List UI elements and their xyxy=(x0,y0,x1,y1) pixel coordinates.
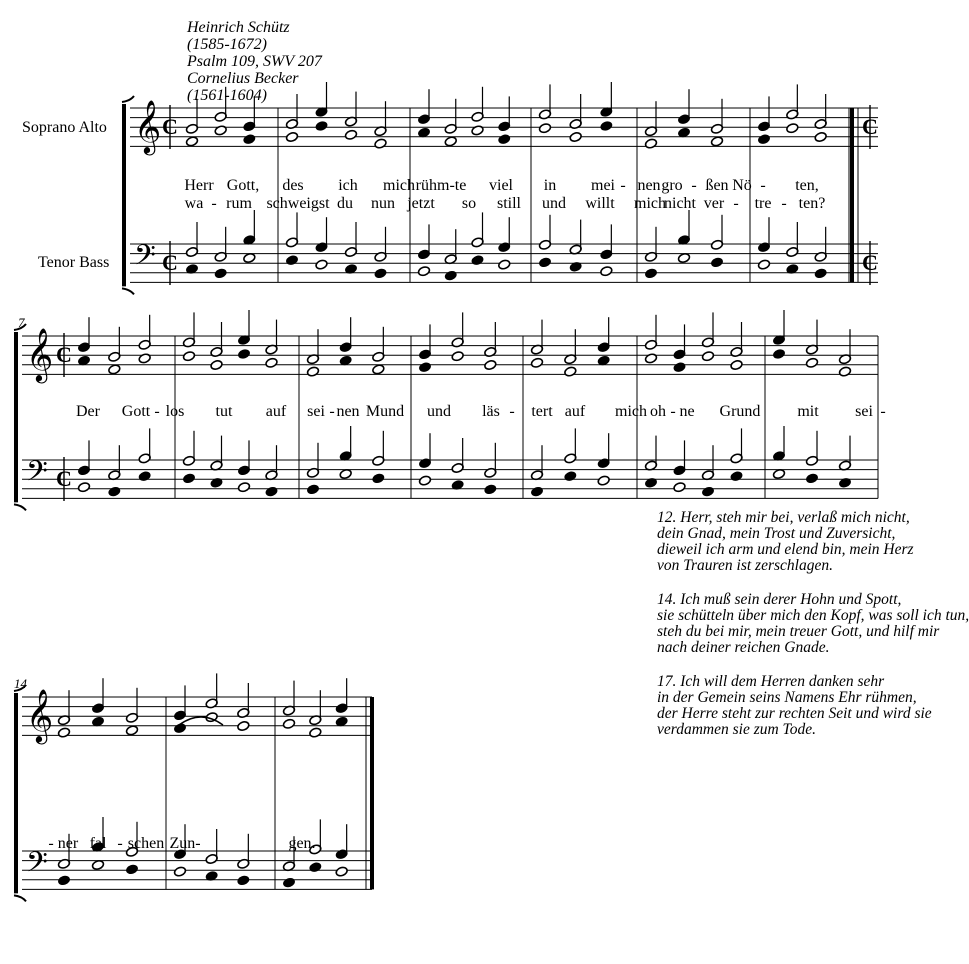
cut-time-signature-icon: C xyxy=(162,114,178,139)
notehead-shape xyxy=(710,257,723,268)
notehead xyxy=(564,471,577,482)
verse-line: steh du bei mir, mein treuer Gott, und hilf mir xyxy=(657,623,940,640)
verse-line: von Trauren ist zerschlagen. xyxy=(657,557,833,574)
treble-clef-icon: 𝄞 xyxy=(26,690,54,741)
lyric-syllable: des xyxy=(282,177,304,194)
notehead-shape xyxy=(138,471,151,482)
notehead-shape xyxy=(108,364,121,375)
lyric-syllable: nun xyxy=(371,195,395,212)
notehead xyxy=(600,120,613,131)
notehead xyxy=(444,270,457,281)
notehead-shape xyxy=(673,482,686,493)
notehead xyxy=(335,866,348,877)
verse-line: 12. Herr, steh mir bei, verlaß mich nicht, xyxy=(657,509,910,526)
notehead-shape xyxy=(530,486,543,497)
lyric-syllable: sei xyxy=(855,403,873,420)
bracket-hook-bottom xyxy=(14,895,26,901)
part-label-lower: Tenor Bass xyxy=(38,254,110,271)
notehead-shape xyxy=(237,875,250,886)
notehead xyxy=(484,359,497,370)
notehead xyxy=(108,364,121,375)
notehead-shape xyxy=(644,353,657,364)
notehead-shape xyxy=(451,351,464,362)
measure-number: 7 xyxy=(18,315,25,330)
notehead xyxy=(214,268,227,279)
notehead-shape xyxy=(805,473,818,484)
lyric-syllable: mich xyxy=(615,403,647,420)
bass-clef-icon: 𝄢 xyxy=(26,848,48,885)
notehead-shape xyxy=(182,473,195,484)
notehead xyxy=(451,351,464,362)
lyric-syllable: mei xyxy=(591,177,615,194)
lyric-syllable: - xyxy=(154,403,160,420)
notehead xyxy=(814,268,827,279)
notehead xyxy=(484,484,497,495)
notehead xyxy=(77,482,90,493)
notehead-shape xyxy=(210,359,223,370)
lyric-syllable: ne xyxy=(679,403,695,420)
lyric-syllable: tut xyxy=(215,403,233,420)
notehead xyxy=(418,362,431,373)
treble-clef-icon: 𝄞 xyxy=(134,101,162,152)
notehead-shape xyxy=(644,138,657,149)
notehead-shape xyxy=(285,131,298,142)
lyric-syllable: und xyxy=(542,195,566,212)
notehead xyxy=(265,486,278,497)
cut-time-signature-icon: C xyxy=(56,466,72,491)
notehead xyxy=(306,366,319,377)
notehead xyxy=(57,875,70,886)
notehead-shape xyxy=(757,259,770,270)
notehead xyxy=(138,353,151,364)
notehead xyxy=(498,259,511,270)
notehead xyxy=(138,471,151,482)
notehead xyxy=(108,486,121,497)
lyric-syllable: ten, xyxy=(795,177,819,194)
lyric-syllable: tre xyxy=(754,195,772,212)
bracket-hook-top xyxy=(122,96,134,102)
verse-line: dieweil ich arm und elend bin, mein Herz xyxy=(657,541,914,558)
cut-time-signature-icon: C xyxy=(862,250,878,275)
notehead-shape xyxy=(710,136,723,147)
notehead-shape xyxy=(265,486,278,497)
lyric-syllable: rum xyxy=(226,195,252,212)
lyric-syllable: jetzt xyxy=(407,195,435,212)
verse-line: 17. Ich will dem Herren danken sehr xyxy=(657,673,885,690)
verse-line: der Herre steht zur rechten Seit und wird sie xyxy=(657,705,932,722)
notehead-shape xyxy=(125,864,138,875)
lyric-syllable: - xyxy=(760,177,766,194)
lyric-syllable: auf xyxy=(265,403,287,420)
notehead xyxy=(214,125,227,136)
notehead xyxy=(418,475,431,486)
lyric-syllable: läs xyxy=(482,403,500,420)
notehead-shape xyxy=(315,259,328,270)
cut-time-signature-icon: C xyxy=(56,342,72,367)
notehead xyxy=(372,473,385,484)
verse-line: nach deiner reichen Gnade. xyxy=(657,639,830,656)
lyric-syllable: Mund xyxy=(365,403,405,420)
notehead xyxy=(757,134,770,145)
bracket-hook-bottom xyxy=(122,288,134,294)
verse-line: dein Gnad, mein Trost und Zuversicht, xyxy=(657,525,896,542)
notehead-shape xyxy=(444,136,457,147)
notehead-shape xyxy=(418,362,431,373)
notehead xyxy=(838,366,851,377)
notehead xyxy=(417,266,430,277)
treble-clef-icon: 𝄞 xyxy=(26,329,54,380)
lyric-syllable: ner xyxy=(57,835,79,852)
notehead-shape xyxy=(282,718,295,729)
measure-number: 14 xyxy=(14,676,27,691)
notehead xyxy=(309,862,322,873)
notehead xyxy=(237,875,250,886)
lyric-syllable: auf xyxy=(564,403,586,420)
notehead xyxy=(564,366,577,377)
notehead-shape xyxy=(597,475,610,486)
verse-12 xyxy=(657,509,914,574)
lyric-syllable: los xyxy=(165,403,185,420)
part-label-upper: Soprano Alto xyxy=(22,119,107,136)
notehead-shape xyxy=(484,484,497,495)
notehead xyxy=(710,136,723,147)
notehead-shape xyxy=(77,482,90,493)
credit-composer: Heinrich Schütz xyxy=(187,19,290,36)
notehead xyxy=(730,471,743,482)
notehead-shape xyxy=(730,471,743,482)
lyric-syllable: schen xyxy=(127,835,165,852)
lyric-syllable: willt xyxy=(585,195,615,212)
notehead-shape xyxy=(838,366,851,377)
notehead-shape xyxy=(471,255,484,266)
lyric-syllable: - xyxy=(691,177,697,194)
notehead xyxy=(282,718,295,729)
lyric-syllable: nen xyxy=(637,177,661,194)
notehead-shape xyxy=(374,138,387,149)
lyric-syllable: ßen xyxy=(705,177,729,194)
notehead-shape xyxy=(214,268,227,279)
bass-clef-icon: 𝄢 xyxy=(26,457,48,494)
notehead xyxy=(600,266,613,277)
lyric-syllable: nicht xyxy=(664,195,696,212)
lyric-syllable: gro xyxy=(661,177,683,194)
notehead xyxy=(471,125,484,136)
notehead xyxy=(182,473,195,484)
credit-composer-dates: (1585-1672) xyxy=(187,36,267,53)
notehead-shape xyxy=(538,123,551,134)
notehead xyxy=(282,877,295,888)
cut-time-signature-icon: C xyxy=(862,114,878,139)
notehead xyxy=(372,364,385,375)
lyric-syllable: in xyxy=(543,177,557,194)
notehead xyxy=(315,120,328,131)
lyric-syllable: wa xyxy=(184,195,204,212)
lyric-syllable: fal xyxy=(89,835,107,852)
notehead xyxy=(237,348,250,359)
notehead xyxy=(125,725,138,736)
lyric-syllable: - xyxy=(329,403,335,420)
lyric-syllable: - xyxy=(509,403,515,420)
credit-lyricist: Cornelius Becker xyxy=(187,70,299,87)
notehead xyxy=(265,357,278,368)
notehead-shape xyxy=(57,875,70,886)
lyric-syllable: mich xyxy=(634,195,666,212)
notehead-shape xyxy=(309,727,322,738)
notehead-shape xyxy=(282,877,295,888)
notehead-shape xyxy=(498,259,511,270)
notehead-shape xyxy=(757,134,770,145)
notehead xyxy=(374,138,387,149)
notehead-shape xyxy=(108,486,121,497)
notehead-shape xyxy=(315,120,328,131)
lyric-syllable: Grund xyxy=(719,403,761,420)
notehead xyxy=(374,268,387,279)
notehead xyxy=(315,259,328,270)
verse-line: 14. Ich muß sein derer Hohn und Spott, xyxy=(657,591,902,608)
notehead xyxy=(210,359,223,370)
notehead-shape xyxy=(498,134,511,145)
lyric-syllable: still xyxy=(496,195,522,212)
notehead xyxy=(786,123,799,134)
lyric-syllable: rühm-te xyxy=(415,177,467,194)
lyric-syllable: ten? xyxy=(798,195,826,212)
bracket-hook-bottom xyxy=(14,504,26,510)
notehead-shape xyxy=(173,866,186,877)
notehead xyxy=(644,353,657,364)
notehead xyxy=(530,486,543,497)
lyric-syllable: Herr xyxy=(184,177,214,194)
notehead xyxy=(673,362,686,373)
notehead-shape xyxy=(243,134,256,145)
notehead xyxy=(498,134,511,145)
lyric-syllable: mit xyxy=(797,403,819,420)
notehead xyxy=(569,131,582,142)
notehead xyxy=(757,259,770,270)
notehead-shape xyxy=(471,125,484,136)
notehead-shape xyxy=(285,255,298,266)
notehead-shape xyxy=(237,348,250,359)
notehead xyxy=(285,131,298,142)
verse-14 xyxy=(657,591,969,656)
lyric-syllable: Zun- xyxy=(169,835,201,852)
lyric-syllable: Der xyxy=(76,403,100,420)
notehead-shape xyxy=(814,268,827,279)
verse-17 xyxy=(657,673,932,738)
lyric-syllable: mich xyxy=(383,177,415,194)
notehead-shape xyxy=(673,362,686,373)
notehead xyxy=(125,864,138,875)
lyric-syllable: - xyxy=(880,403,886,420)
notehead-shape xyxy=(344,129,357,140)
notehead-shape xyxy=(814,131,827,142)
lyric-syllable: gen. xyxy=(288,835,316,852)
notehead xyxy=(538,257,551,268)
notehead-shape xyxy=(530,357,543,368)
notehead xyxy=(471,255,484,266)
notehead xyxy=(805,357,818,368)
lyric-syllable: so xyxy=(461,195,477,212)
notehead xyxy=(644,268,657,279)
lyric-syllable: und xyxy=(427,403,451,420)
notehead-shape xyxy=(417,266,430,277)
notehead-shape xyxy=(805,357,818,368)
notehead-shape xyxy=(538,257,551,268)
lyric-syllable: - xyxy=(211,195,217,212)
notehead xyxy=(710,257,723,268)
notehead xyxy=(814,131,827,142)
notehead-shape xyxy=(309,862,322,873)
lyric-syllable: nen xyxy=(336,403,360,420)
lyric-syllable: schweigst xyxy=(266,195,330,212)
notehead xyxy=(237,482,250,493)
lyric-syllable: sei xyxy=(307,403,325,420)
notehead xyxy=(57,727,70,738)
notehead-shape xyxy=(564,366,577,377)
notehead-shape xyxy=(730,359,743,370)
notehead-shape xyxy=(306,484,319,495)
notehead xyxy=(701,486,714,497)
lyric-syllable: ich xyxy=(338,177,358,194)
notehead-shape xyxy=(701,351,714,362)
notehead xyxy=(730,359,743,370)
notehead-shape xyxy=(182,351,195,362)
notehead xyxy=(182,351,195,362)
notehead-shape xyxy=(372,473,385,484)
verse-line: in der Gemein seins Namens Ehr rühmen, xyxy=(657,689,917,706)
notehead xyxy=(538,123,551,134)
notehead xyxy=(306,484,319,495)
notehead-shape xyxy=(484,359,497,370)
notehead-shape xyxy=(265,357,278,368)
lyric-syllable: - xyxy=(733,195,739,212)
notehead xyxy=(673,482,686,493)
notehead xyxy=(805,473,818,484)
notehead-shape xyxy=(600,266,613,277)
notehead-shape xyxy=(306,366,319,377)
notehead-shape xyxy=(786,123,799,134)
lyric-syllable: Nö xyxy=(732,177,752,194)
notehead-shape xyxy=(569,131,582,142)
additional-verses xyxy=(657,509,969,756)
notehead-shape xyxy=(444,270,457,281)
lyric-syllable: Gott xyxy=(121,403,151,420)
bass-clef-icon: 𝄢 xyxy=(134,241,156,278)
notehead-shape xyxy=(237,482,250,493)
lyric-syllable: tert xyxy=(531,403,553,420)
notehead-shape xyxy=(564,471,577,482)
verse-line: verdammen sie zum Tode. xyxy=(657,721,817,738)
notehead-shape xyxy=(185,136,198,147)
lyric-syllable: - xyxy=(670,403,676,420)
notehead-shape xyxy=(374,268,387,279)
lyric-syllable: - xyxy=(781,195,787,212)
notehead-shape xyxy=(701,486,714,497)
lyric-syllable: Gott, xyxy=(226,177,260,194)
lyric-syllable: ver xyxy=(703,195,725,212)
notehead xyxy=(597,475,610,486)
credit-lyricist-dates: (1561-1604) xyxy=(187,87,267,104)
notehead-shape xyxy=(214,125,227,136)
notehead xyxy=(309,727,322,738)
notehead-shape xyxy=(644,268,657,279)
notehead-shape xyxy=(600,120,613,131)
notehead-shape xyxy=(372,364,385,375)
notehead-shape xyxy=(237,720,250,731)
lyric-syllable: du xyxy=(337,195,353,212)
lyric-syllable: - xyxy=(620,177,626,194)
notehead xyxy=(344,129,357,140)
notehead-shape xyxy=(418,475,431,486)
lyric-syllable: - xyxy=(48,835,54,852)
notehead xyxy=(444,136,457,147)
lyric-syllable: viel xyxy=(489,177,513,194)
notehead xyxy=(173,866,186,877)
notehead xyxy=(530,357,543,368)
notehead-shape xyxy=(57,727,70,738)
notehead-shape xyxy=(335,866,348,877)
notehead xyxy=(237,720,250,731)
notehead xyxy=(701,351,714,362)
notehead-shape xyxy=(138,353,151,364)
lyric-syllable: oh xyxy=(650,403,666,420)
cut-time-signature-icon: C xyxy=(162,250,178,275)
notehead-shape xyxy=(125,725,138,736)
credit-psalm: Psalm 109, SWV 207 xyxy=(187,53,322,70)
notehead xyxy=(185,136,198,147)
notehead-shape xyxy=(772,348,785,359)
lyric-syllable: - xyxy=(117,835,123,852)
notehead xyxy=(772,348,785,359)
notehead xyxy=(644,138,657,149)
notehead xyxy=(285,255,298,266)
notehead xyxy=(243,134,256,145)
verse-line: sie schütteln über mich den Kopf, was soll ich tun, xyxy=(657,607,969,624)
